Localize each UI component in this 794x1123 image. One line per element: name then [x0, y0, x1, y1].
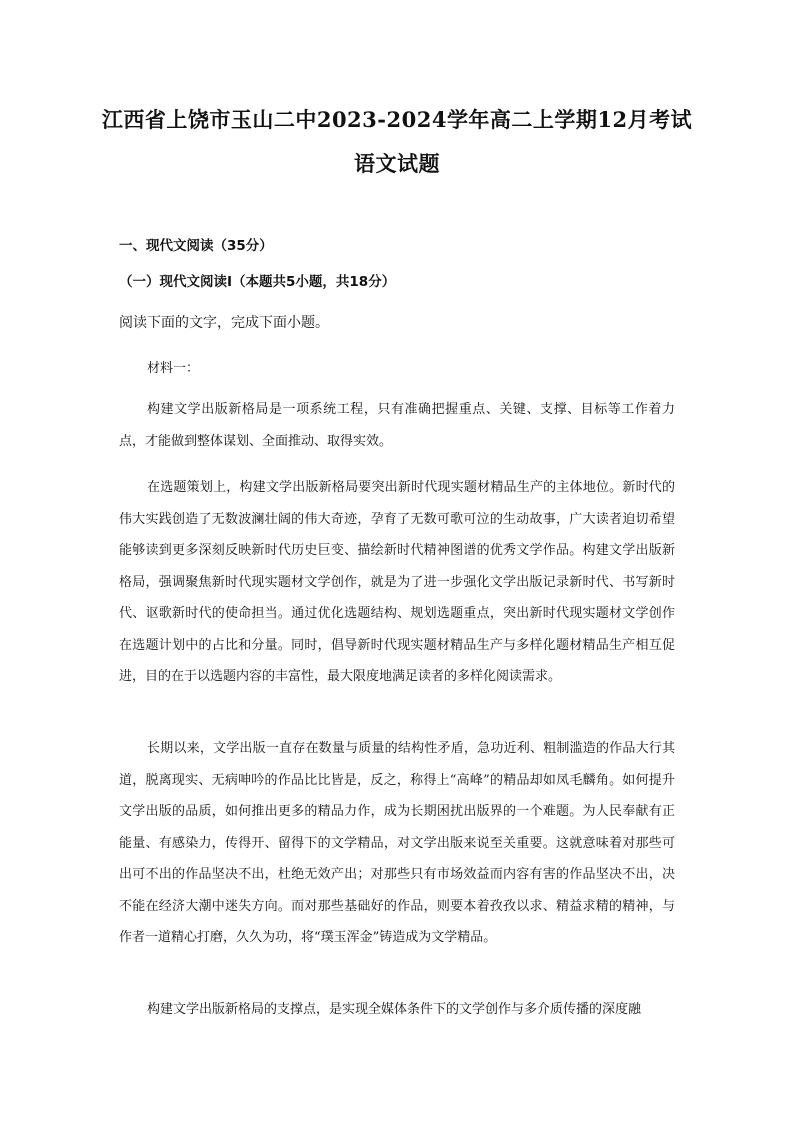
paragraph: 构建文学出版新格局的支撑点，是实现全媒体条件下的文学创作与多介质传播的深度融	[147, 1002, 642, 1017]
paragraph: 长期以来，文学出版一直存在数量与质量的结构性矛盾，急功近利、粗制滥造的作品大行其道，脱离现实、无病呻吟的作品比比皆是，反之，称得上“高峰”的精品却如凤毛麟角。如何提升文学出版的品质，如何推出更多的精品力作，成为长期困扰出版界的一个难题。为人民奉献有正能量、有感染力，传得开、留得下的文学精品，对文学出版来说至关重要。这就意味着对那些可出可不出的作品坚决不出，杜绝无效产出；对那些只有市场效益而内容有害的作品坚决不出，决不能在经济大潮中迷失方向。而对那些基础好的作品，则要本着孜孜以求、精益求精的精神，与作者一道精心打磨，久久为功，将“璞玉浑金”铸造成为文学精品。	[119, 741, 675, 945]
paragraph: 在选题策划上，构建文学出版新格局要突出新时代现实题材精品生产的主体地位。新时代的伟大实践创造了无数波澜壮阔的伟大奇迹，孕育了无数可歌可泣的生动故事，广大读者迫切希望能够读到更多深刻反映新时代历史巨变、描绘新时代精神图谱的优秀文学作品。构建文学出版新格局，强调聚焦新时代现实题材文学创作，就是为了进一步强化文学出版记录新时代、书写新时代、讴歌新时代的使命担当。通过优化选题结构、规划选题重点，突出新时代现实题材文学创作在选题计划中的占比和分量。同时，倡导新时代现实题材精品生产与多样化题材精品生产相互促进，目的在于以选题内容的丰富性，最大限度地满足读者的多样化阅读需求。	[119, 480, 675, 684]
section-heading: 一、现代文阅读（35分）	[119, 238, 273, 254]
material-label: 材料一：	[147, 361, 200, 376]
subsection-heading: （一）现代文阅读Ⅰ（本题共5小题，共18分）	[119, 274, 396, 290]
document-subtitle: 语文试题	[354, 151, 440, 176]
paragraph: 构建文学出版新格局是一项系统工程，只有准确把握重点、关键、支撑、目标等工作着力点，才能做到整体谋划、全面推动、取得实效。	[119, 402, 675, 449]
instruction-text: 阅读下面的文字，完成下面小题。	[119, 315, 329, 331]
document-title: 江西省上饶市玉山二中2023-2024学年高二上学期12月考试	[101, 107, 693, 132]
